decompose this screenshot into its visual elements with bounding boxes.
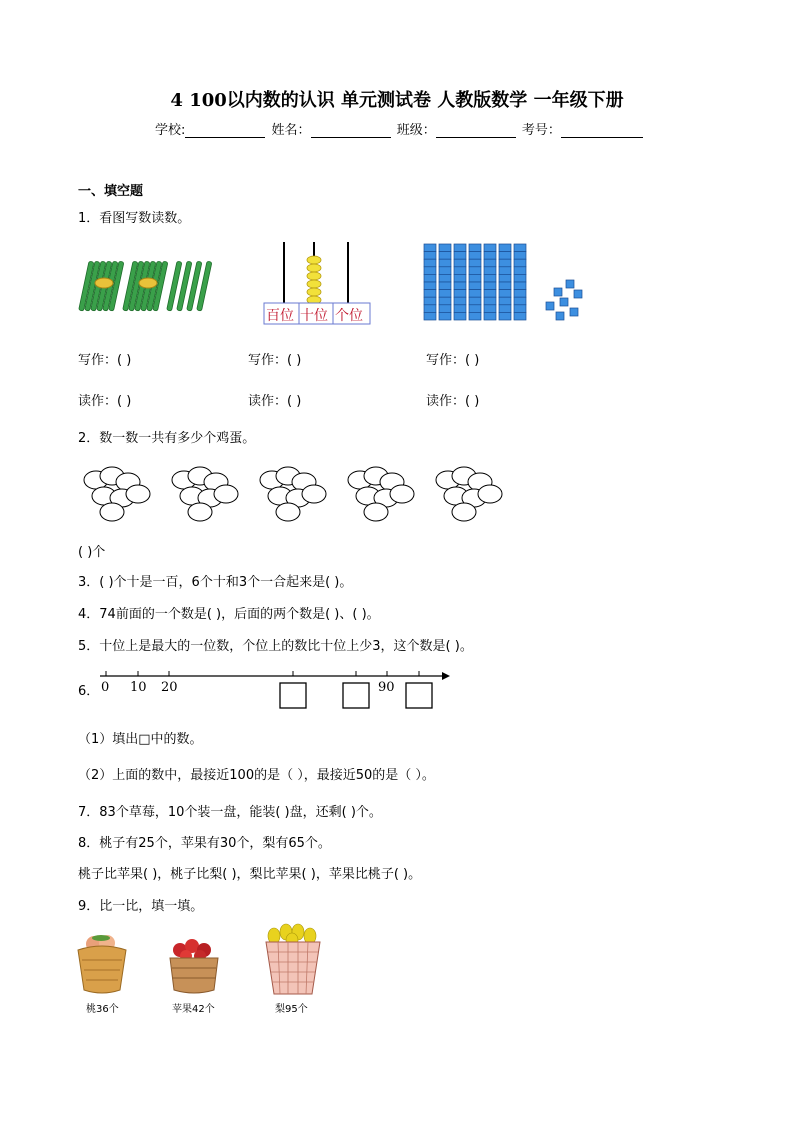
egg-group: [436, 467, 502, 521]
ten-rod: [514, 244, 526, 320]
question-2-answer[interactable]: ( )个: [78, 545, 106, 560]
pear-label: 梨95个: [275, 1004, 308, 1015]
read-answer-2[interactable]: 读作：( ): [248, 394, 302, 409]
number-line: [96, 666, 452, 712]
school-label: 学校:: [155, 123, 186, 138]
section-heading: 一、填空题: [78, 184, 144, 199]
exam-no-blank[interactable]: [561, 123, 643, 138]
abacus-label-ones: 个位: [335, 308, 363, 324]
read-answer-1[interactable]: 读作：( ): [78, 394, 132, 409]
peach-basket-image: [74, 932, 130, 998]
ten-rod: [469, 244, 481, 320]
eggs-image: [78, 462, 518, 524]
question-7: 7．83个草莓，10个装一盘，能装( )盘，还剩( )个。: [78, 805, 382, 820]
tick-label: 90: [378, 680, 395, 695]
stick-bundles-image: [80, 255, 220, 315]
stick-bundle: [123, 261, 168, 311]
question-3: 3．( )个十是一百，6个十和3个一合起来是( )。: [78, 575, 353, 590]
unit-cube: [556, 312, 564, 320]
question-6-part-2: （2）上面的数中，最接近100的是（ ），最接近50的是（ ）。: [78, 768, 435, 783]
egg-group: [84, 467, 150, 521]
question-8-blanks: 桃子比苹果( )，桃子比梨( )，梨比苹果( )，苹果比桃子( )。: [78, 867, 422, 882]
single-sticks: [167, 261, 212, 311]
school-blank[interactable]: [185, 123, 265, 138]
unit-cube: [566, 280, 574, 288]
egg-group: [260, 467, 326, 521]
question-2: 2．数一数一共有多少个鸡蛋。: [78, 431, 256, 446]
question-8: 8．桃子有25个，苹果有30个，梨有65个。: [78, 836, 331, 851]
read-answer-3[interactable]: 读作：( ): [426, 394, 480, 409]
unit-cube: [570, 308, 578, 316]
write-answer-1[interactable]: 写作：( ): [78, 353, 132, 368]
ten-rod: [439, 244, 451, 320]
abacus-beads: [307, 256, 321, 304]
class-blank[interactable]: [436, 123, 516, 138]
ten-rod: [454, 244, 466, 320]
abacus-label-hundreds: 百位: [266, 308, 294, 324]
ten-rod: [424, 244, 436, 320]
abacus-label-tens: 十位: [300, 308, 328, 324]
class-label: 班级：: [396, 123, 436, 138]
student-info-line: [155, 119, 645, 138]
name-label: 姓名：: [271, 123, 311, 138]
question-6-part-1: （1）填出□中的数。: [78, 732, 203, 747]
egg-group: [172, 467, 238, 521]
unit-cube: [560, 298, 568, 306]
ten-rod: [484, 244, 496, 320]
peach-label: 桃36个: [86, 1004, 119, 1015]
write-answer-3[interactable]: 写作：( ): [426, 353, 480, 368]
name-blank[interactable]: [311, 123, 391, 138]
question-6-number: 6．: [78, 684, 100, 699]
base-ten-blocks-image: [424, 244, 590, 322]
egg-group: [348, 467, 414, 521]
tick-label: 20: [161, 680, 178, 695]
unit-cube: [574, 290, 582, 298]
pear-basket-image: [262, 920, 324, 998]
apple-label: 苹果42个: [172, 1004, 215, 1015]
page-title: 4 100以内数的认识 单元测试卷 人教版数学 一年级下册: [170, 90, 624, 111]
answer-box[interactable]: [280, 683, 306, 708]
apple-basket-image: [166, 938, 222, 998]
question-9: 9．比一比，填一填。: [78, 899, 204, 914]
answer-box[interactable]: [406, 683, 432, 708]
answer-box[interactable]: [343, 683, 369, 708]
exam-no-label: 考号：: [521, 123, 561, 138]
tick-label: 0: [101, 680, 110, 695]
write-answer-2[interactable]: 写作：( ): [248, 353, 302, 368]
unit-cube: [554, 288, 562, 296]
stick-bundle: [79, 261, 124, 311]
question-1: 1．看图写数读数。: [78, 211, 191, 226]
ten-rod: [499, 244, 511, 320]
question-4: 4．74前面的一个数是( )，后面的两个数是( )、( )。: [78, 607, 380, 622]
tick-label: 10: [130, 680, 147, 695]
question-5: 5．十位上是最大的一位数，个位上的数比十位上少3，这个数是( )。: [78, 639, 473, 654]
unit-cube: [546, 302, 554, 310]
